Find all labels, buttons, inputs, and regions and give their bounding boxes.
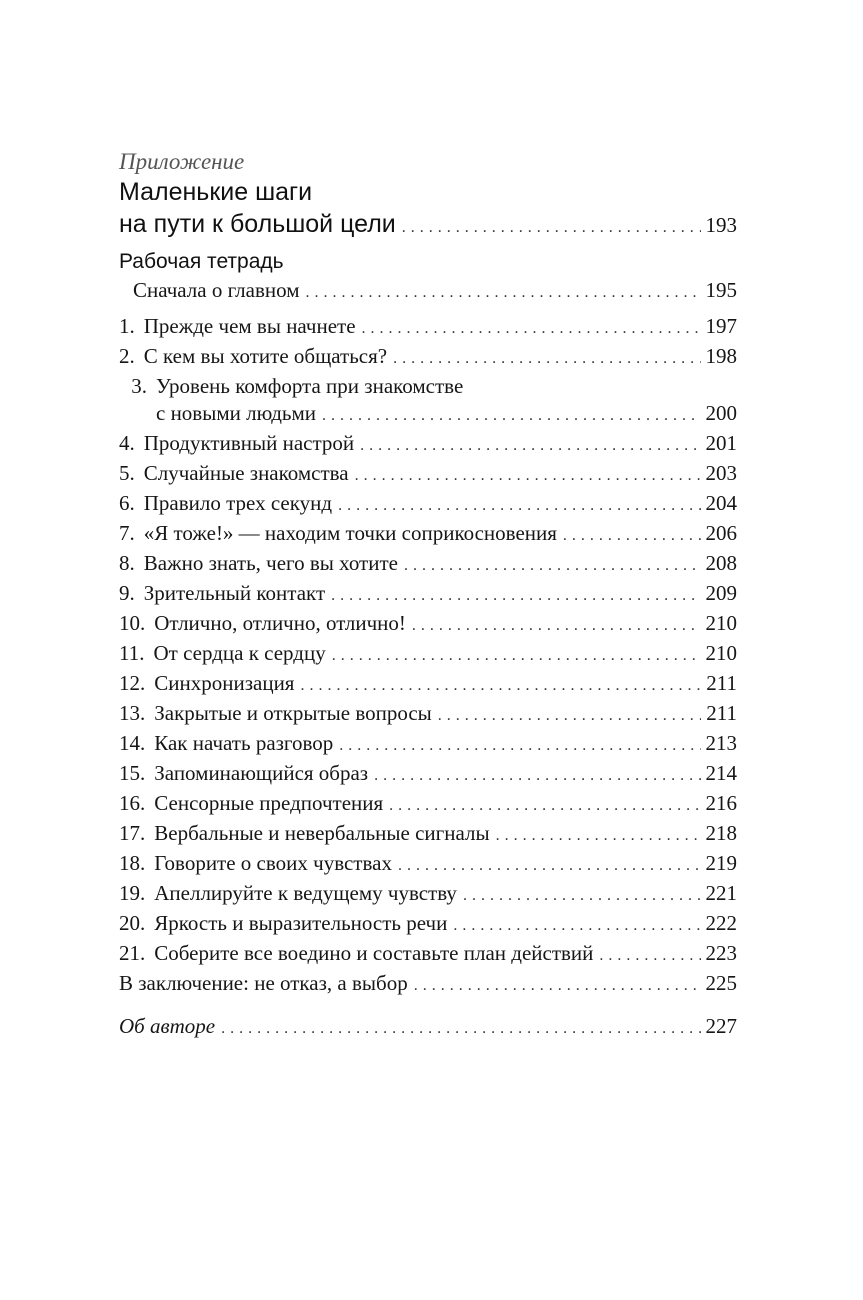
toc-entry-title: Об авторе xyxy=(119,1014,216,1038)
toc-entry-17[interactable] xyxy=(119,820,737,849)
toc-entry-about-author[interactable] xyxy=(119,1013,737,1042)
toc-entry-number: 19. xyxy=(119,881,146,905)
toc-entry-title: Уровень комфорта при знакомстве xyxy=(156,374,464,398)
toc-entry-title: Закрытые и открытые вопросы xyxy=(154,701,432,725)
leader-dots xyxy=(389,790,700,819)
page-number: 223 xyxy=(705,941,737,965)
toc-entry-intro[interactable] xyxy=(133,277,737,306)
toc-entry-11[interactable] xyxy=(119,640,737,669)
toc-entry-number: 4. xyxy=(119,431,135,455)
leader-dots xyxy=(414,970,701,999)
toc-entry-number: 17. xyxy=(119,821,146,845)
leader-dots xyxy=(599,940,700,969)
toc-entry-title: Правило трех секунд xyxy=(143,491,333,515)
appendix-label: Приложение xyxy=(119,149,245,174)
toc-entry-10[interactable] xyxy=(119,610,737,639)
page-number: 211 xyxy=(706,701,737,725)
toc-entry-title: Зрительный контакт xyxy=(143,581,326,605)
leader-dots xyxy=(339,730,700,759)
toc-entry-number: 21. xyxy=(119,941,146,965)
toc-entry-conclusion[interactable] xyxy=(119,970,737,999)
toc-entry-12[interactable] xyxy=(119,670,737,699)
toc-entry-15[interactable] xyxy=(119,760,737,789)
page-number: 195 xyxy=(705,278,737,302)
toc-entry-1[interactable] xyxy=(119,313,737,342)
toc-entry-number: 5. xyxy=(119,461,135,485)
page-number: 197 xyxy=(705,314,737,338)
toc-entry-title: Апеллируйте к ведущему чувству xyxy=(154,881,457,905)
toc-entry-title: Сначала о главном xyxy=(133,278,300,302)
page-number: 210 xyxy=(705,641,737,665)
toc-entry-3-continuation[interactable] xyxy=(156,400,737,429)
leader-dots xyxy=(332,640,701,669)
leader-dots xyxy=(453,910,700,939)
leader-dots xyxy=(398,850,701,879)
toc-entry-number: 1. xyxy=(119,314,135,338)
toc-entry-title-continuation: с новыми людьми xyxy=(156,401,317,425)
page-number: 203 xyxy=(705,461,737,485)
toc-entry-5[interactable] xyxy=(119,460,737,489)
page-number: 218 xyxy=(705,821,737,845)
leader-dots xyxy=(360,430,700,459)
toc-entry-title: Синхронизация xyxy=(154,671,295,695)
toc-entry-number: 18. xyxy=(119,851,146,875)
leader-dots xyxy=(305,277,700,306)
toc-entry-title: Запоминающийся образ xyxy=(154,761,369,785)
toc-entry-6[interactable] xyxy=(119,490,737,519)
toc-entry-number: 15. xyxy=(119,761,146,785)
toc-entry-number: 11. xyxy=(119,641,145,665)
toc-entry-title: «Я тоже!» — находим точки соприкосновения xyxy=(143,521,557,545)
toc-entry-number: 10. xyxy=(119,611,146,635)
page-number: 222 xyxy=(705,911,737,935)
page-number: 208 xyxy=(705,551,737,575)
workbook-heading: Рабочая тетрадь xyxy=(119,250,284,273)
toc-entry-21[interactable] xyxy=(119,940,737,969)
leader-dots xyxy=(331,580,700,609)
leader-dots xyxy=(402,209,701,244)
leader-dots xyxy=(322,400,700,429)
toc-entry-title: Случайные знакомства xyxy=(143,461,349,485)
appendix-title-line2: на пути к большой цели xyxy=(119,210,396,238)
toc-entry-number: 8. xyxy=(119,551,135,575)
page-number: 225 xyxy=(705,971,737,995)
page-number: 214 xyxy=(705,761,737,785)
toc-entry-title: От сердца к сердцу xyxy=(153,641,326,665)
toc-entry-number: 2. xyxy=(119,344,135,368)
leader-dots xyxy=(374,760,700,789)
toc-entry-title: Соберите все воедино и составьте план действий xyxy=(154,941,594,965)
leader-dots xyxy=(362,313,701,342)
toc-entry-number: 9. xyxy=(119,581,135,605)
page-number: 213 xyxy=(705,731,737,755)
toc-entry-number: 3. xyxy=(131,374,147,398)
toc-entry-20[interactable] xyxy=(119,910,737,939)
toc-entry-number: 6. xyxy=(119,491,135,515)
toc-entry-number: 13. xyxy=(119,701,146,725)
page-number: 221 xyxy=(705,881,737,905)
toc-entry-9[interactable] xyxy=(119,580,737,609)
toc-entry-title: Важно знать, чего вы хотите xyxy=(143,551,398,575)
toc-entry-title: Прежде чем вы начнете xyxy=(143,314,356,338)
leader-dots xyxy=(300,670,701,699)
toc-entry-2[interactable] xyxy=(119,343,737,372)
toc-entry-number: 20. xyxy=(119,911,146,935)
leader-dots xyxy=(463,880,701,909)
leader-dots xyxy=(355,460,701,489)
toc-entry-number: 14. xyxy=(119,731,146,755)
toc-entry-number: 16. xyxy=(119,791,146,815)
toc-entry-8[interactable] xyxy=(119,550,737,579)
toc-entry-title: Как начать разговор xyxy=(154,731,334,755)
appendix-title-line1: Маленькие шаги xyxy=(119,178,313,206)
leader-dots xyxy=(412,610,701,639)
toc-entry-title: Яркость и выразительность речи xyxy=(154,911,448,935)
toc-entry-number: 7. xyxy=(119,521,135,545)
page-number: 211 xyxy=(706,671,737,695)
leader-dots xyxy=(404,550,701,579)
toc-entry-14[interactable] xyxy=(119,730,737,759)
page-number: 227 xyxy=(705,1014,737,1038)
page-number: 200 xyxy=(705,401,737,425)
toc-entry-title: Говорите о своих чувствах xyxy=(154,851,392,875)
toc-entry-title: Отлично, отлично, отлично! xyxy=(154,611,406,635)
toc-entry-13[interactable] xyxy=(119,700,737,729)
leader-dots xyxy=(338,490,700,519)
page-number: 201 xyxy=(705,431,737,455)
leader-dots xyxy=(496,820,701,849)
leader-dots xyxy=(221,1013,700,1042)
page-number: 204 xyxy=(705,491,737,515)
page-number: 209 xyxy=(705,581,737,605)
toc-entry-number: 12. xyxy=(119,671,146,695)
page-number: 193 xyxy=(705,213,737,237)
leader-dots xyxy=(438,700,701,729)
toc-entry-7[interactable] xyxy=(119,520,737,549)
toc-entry-16[interactable] xyxy=(119,790,737,819)
toc-entry-title: Сенсорные предпочтения xyxy=(154,791,384,815)
page-number: 210 xyxy=(705,611,737,635)
toc-entry-title: С кем вы хотите общаться? xyxy=(143,344,388,368)
toc-entry-18[interactable] xyxy=(119,850,737,879)
toc-entry-4[interactable] xyxy=(119,430,737,459)
page-number: 219 xyxy=(705,851,737,875)
leader-dots xyxy=(563,520,701,549)
page-number: 216 xyxy=(705,791,737,815)
leader-dots xyxy=(393,343,700,372)
toc-entry-title: В заключение: не отказ, а выбор xyxy=(119,971,408,995)
page-number: 198 xyxy=(705,344,737,368)
page-number: 206 xyxy=(705,521,737,545)
toc-entry-title: Вербальные и невербальные сигналы xyxy=(154,821,490,845)
toc-entry-title: Продуктивный настрой xyxy=(143,431,355,455)
toc-entry-19[interactable] xyxy=(119,880,737,909)
appendix-title-row[interactable] xyxy=(119,208,737,244)
toc-entry-3[interactable] xyxy=(119,373,737,399)
